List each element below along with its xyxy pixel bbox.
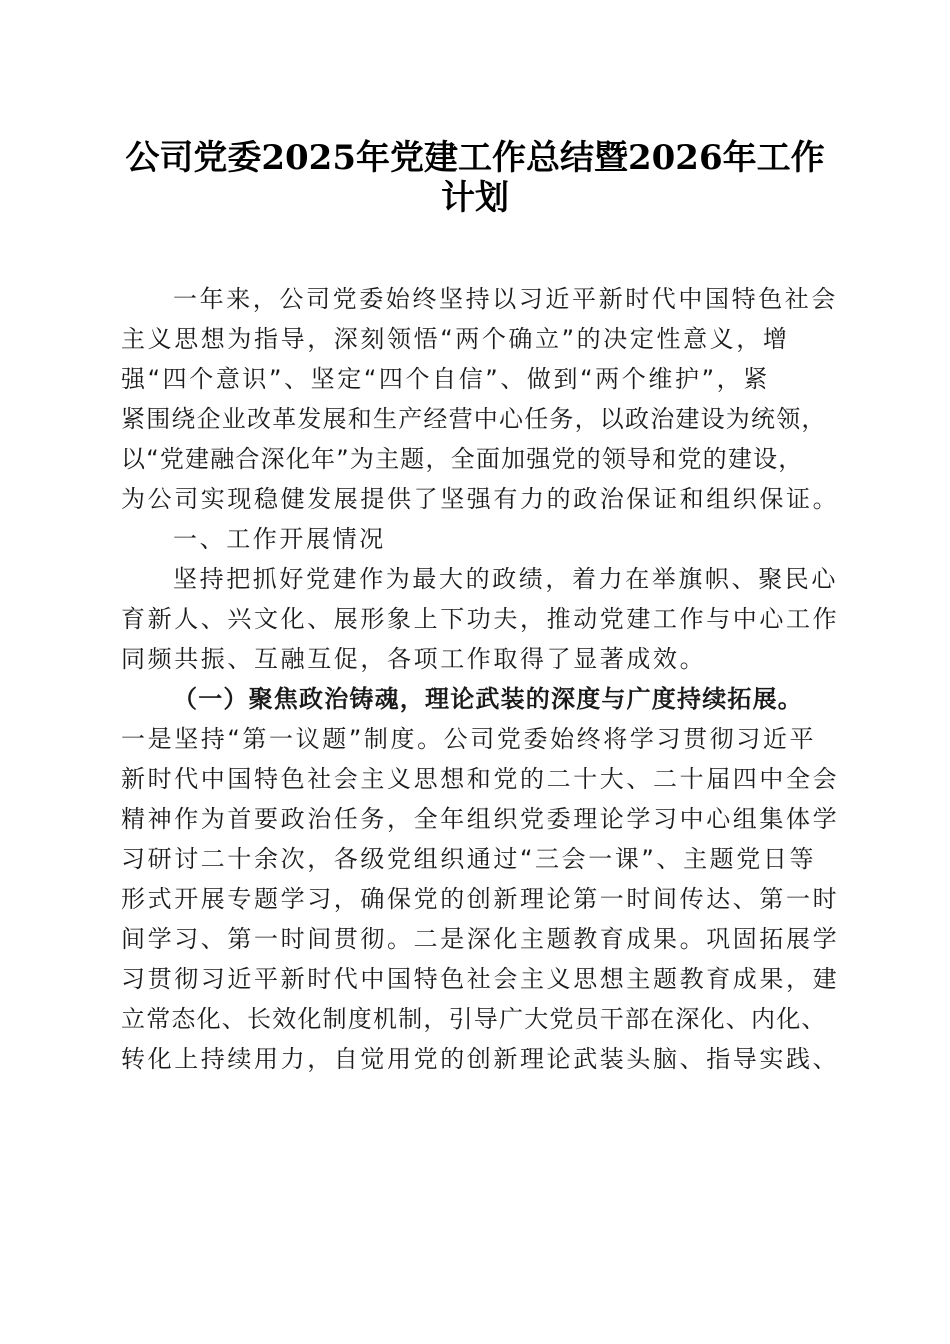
paragraph-line: 立常态化、长效化制度机制，引导广大党员干部在深化、内化、 bbox=[121, 1005, 827, 1033]
paragraph-line: 主义思想为指导，深刻领悟“两个确立”的决定性意义，增 bbox=[121, 325, 790, 353]
paragraph-line: 一年来，公司党委始终坚持以习近平新时代中国特色社会 bbox=[173, 285, 838, 313]
paragraph-line: 转化上持续用力，自觉用党的创新理论武装头脑、指导实践、 bbox=[121, 1045, 840, 1073]
document-body bbox=[121, 279, 841, 1079]
paragraph-line: 坚持把抓好党建作为最大的政绩，着力在举旗帜、聚民心 bbox=[173, 565, 838, 593]
paragraph-line: 间学习、第一时间贯彻。二是深化主题教育成果。巩固拓展学 bbox=[121, 925, 840, 953]
paragraph-line: 习贯彻习近平新时代中国特色社会主义思想主题教育成果，建 bbox=[121, 965, 840, 993]
document-title bbox=[100, 138, 850, 218]
paragraph-line: 强“四个意识”、坚定“四个自信”、做到“两个维护”，紧 bbox=[121, 365, 770, 393]
paragraph-line: 形式开展专题学习，确保党的创新理论第一时间传达、第一时 bbox=[121, 885, 840, 913]
paragraph-line: 同频共振、互融互促，各项工作取得了显著成效。 bbox=[121, 645, 707, 673]
paragraph-line: 以“党建融合深化年”为主题，全面加强党的领导和党的建设， bbox=[121, 445, 804, 473]
paragraph-line: 为公司实现稳健发展提供了坚强有力的政治保证和组织保证。 bbox=[121, 485, 840, 513]
paragraph-line: 育新人、兴文化、展形象上下功夫，推动党建工作与中心工作 bbox=[121, 605, 840, 633]
paragraph-line: 一是坚持“第一议题”制度。公司党委始终将学习贯彻习近平 bbox=[121, 725, 817, 753]
title-line-1: 公司党委2025年党建工作总结暨2026年工作 bbox=[125, 138, 825, 178]
section-heading: 一、工作开展情况 bbox=[173, 525, 386, 553]
paragraph-line: 精神作为首要政治任务，全年组织党委理论学习中心组集体学 bbox=[121, 805, 840, 833]
title-line-2: 计划 bbox=[441, 178, 509, 218]
paragraph-line: 新时代中国特色社会主义思想和党的二十大、二十届四中全会 bbox=[121, 765, 840, 793]
paragraph-line: 紧围绕企业改革发展和生产经营中心任务，以政治建设为统领， bbox=[121, 405, 827, 433]
paragraph-line: 习研讨二十余次，各级党组织通过“三会一课”、主题党日等 bbox=[121, 845, 817, 873]
subsection-heading: （一）聚焦政治铸魂，理论武装的深度与广度持续拓展。 bbox=[173, 685, 803, 713]
